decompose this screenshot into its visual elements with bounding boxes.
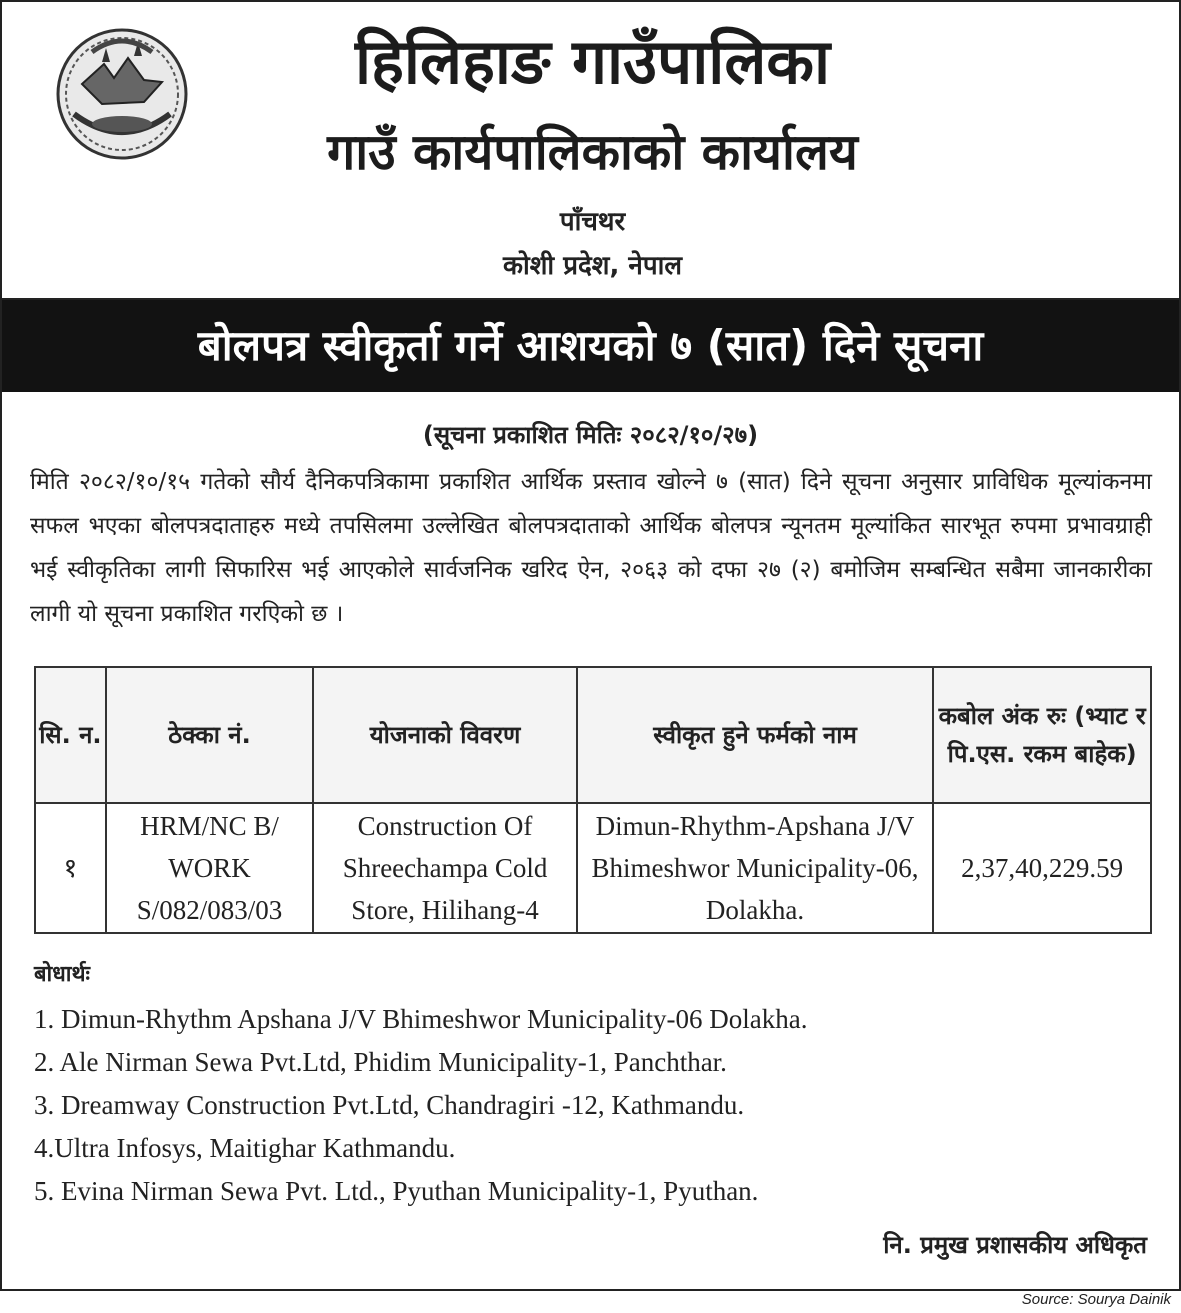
municipality-title: हिलिहाङ गाउँपालिका (354, 25, 831, 98)
header-bid-amount: कबोल अंक रुः (भ्याट र पि.एस. रकम बाहेक) (933, 667, 1151, 803)
province-name: कोशी प्रदेश, नेपाल (503, 251, 682, 281)
award-table (34, 666, 1152, 934)
list-item: 1. Dimun-Rhythm Apshana J/V Bhimeshwor Municipality-06 Dolakha. (34, 1004, 808, 1034)
header-project-description: योजनाको विवरण (313, 667, 577, 803)
table-row (35, 803, 1151, 933)
cell-bid-amount: 2,37,40,229.59 (933, 803, 1151, 933)
source-credit: Source: Sourya Dainik (1021, 1291, 1171, 1308)
notice-paragraph: मिति २०८२/१०/१५ गतेको सौर्य दैनिकपत्रिकामा प्रकाशित आर्थिक प्रस्ताव खोल्ने ७ (सात) दिने सूचना अनुसार प्राविधिक मूल्यांकनमा सफल भएका बोलपत्रदाताहरु मध्ये तपसिलमा उल्लेखित बोलपत्रदाताको आर्थिक बोलपत्र न्यूनतम मूल्यांकित सारभूत रुपमा प्रभावग्राही भई स्वीकृतिका लागी सिफारिस भई आएकोले सार्वजनिक खरिद ऐन, २०६३ को दफा २७ (२) बमोजिम सम्बन्धित सबैमा जानकारीका लागी यो सूचना प्रकाशित गरएिको छ । (30, 469, 1152, 627)
list-item: 4.Ultra Infosys, Maitighar Kathmandu. (34, 1133, 456, 1163)
table-header-row (35, 667, 1151, 803)
published-date: (सूचना प्रकाशित मितिः २०८२/१०/२७) (422, 421, 759, 449)
notice-header (2, 2, 1179, 300)
header-serial-number: सि. न. (35, 667, 106, 803)
cell-contract-number: HRM/NC B/ WORK S/082/083/03 (106, 803, 313, 933)
district-name: पाँचथर (559, 207, 626, 237)
header-firm-name: स्वीकृत हुने फर्मको नाम (577, 667, 933, 803)
office-title: गाउँ कार्यपालिकाको कार्यालय (327, 123, 858, 181)
list-item: 2. Ale Nirman Sewa Pvt.Ltd, Phidim Municipality-1, Panchthar. (34, 1047, 727, 1077)
notice-banner: बोलपत्र स्वीकृर्ता गर्ने आशयको ७ (सात) दिने सूचना (2, 300, 1179, 392)
cc-list (34, 998, 807, 1213)
header-contract-number: ठेक्का नं. (106, 667, 313, 803)
list-item: 5. Evina Nirman Sewa Pvt. Ltd., Pyuthan Municipality-1, Pyuthan. (34, 1176, 759, 1206)
cell-project-description: Construction Of Shreechampa Cold Store, Hilihang-4 (313, 803, 577, 933)
cell-firm-name: Dimun-Rhythm-Apshana J/V Bhimeshwor Municipality-06, Dolakha. (577, 803, 933, 933)
cc-title: बोधार्थः (34, 962, 90, 987)
list-item: 3. Dreamway Construction Pvt.Ltd, Chandragiri -12, Kathmandu. (34, 1090, 745, 1120)
cell-serial-number: १ (35, 803, 106, 933)
signatory-title: नि. प्रमुख प्रशासकीय अधिकृत (883, 1231, 1147, 1259)
